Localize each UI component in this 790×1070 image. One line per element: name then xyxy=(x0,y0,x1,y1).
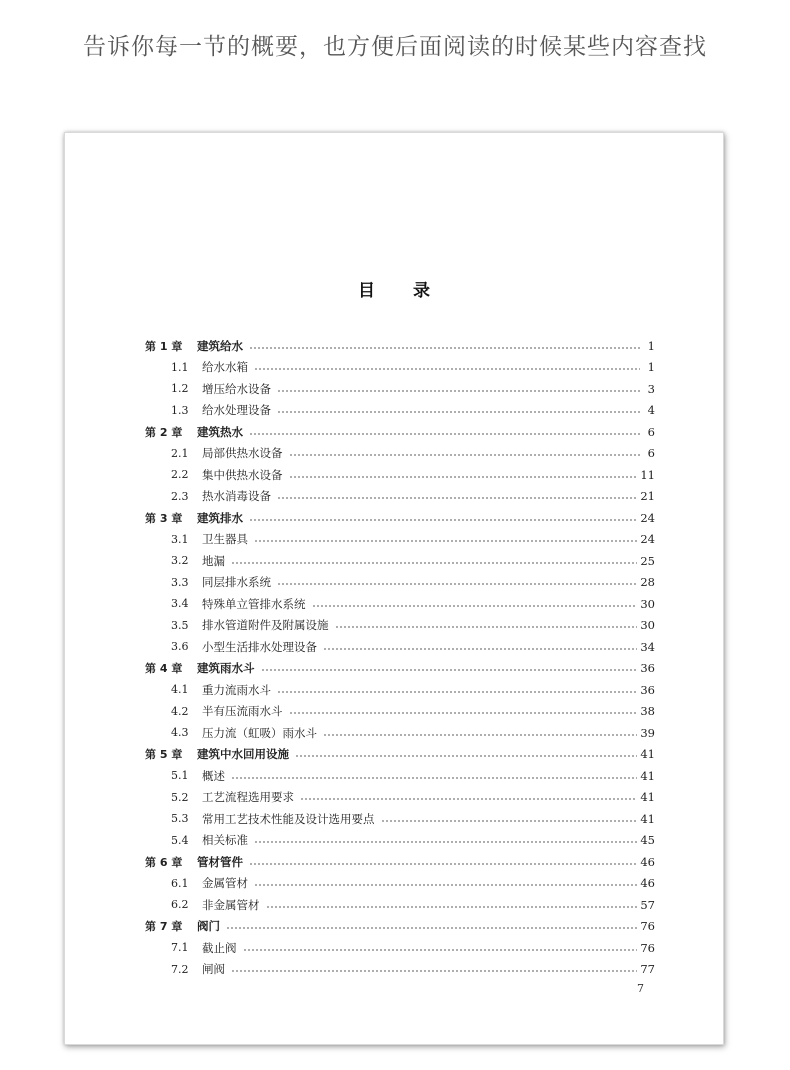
toc-entry-number: 第 4 章 xyxy=(145,662,183,676)
toc-entry-title: 截止阀 xyxy=(202,940,237,955)
toc-entry-number: 3.2 xyxy=(171,554,189,568)
toc-entry-page: 46 xyxy=(640,854,655,869)
dot-leader xyxy=(249,863,637,865)
document-page xyxy=(64,132,724,1045)
toc-entry-page: 36 xyxy=(640,661,655,676)
toc-entry-title: 地漏 xyxy=(202,553,225,568)
toc-entry-page: 6 xyxy=(647,424,655,439)
toc-section-row[interactable] xyxy=(145,593,655,615)
toc-entry-title: 概述 xyxy=(202,768,225,783)
toc-entry-title: 非金属管材 xyxy=(202,897,260,912)
toc-entry-page: 24 xyxy=(640,510,655,525)
dot-leader xyxy=(254,841,637,843)
toc-section-row[interactable] xyxy=(145,701,655,723)
toc-entry-page: 34 xyxy=(640,639,655,654)
toc-section-row[interactable] xyxy=(145,959,655,981)
toc-entry-title: 热水消毒设备 xyxy=(202,489,271,504)
toc-entry-page: 21 xyxy=(640,489,655,504)
dot-leader xyxy=(300,798,637,800)
toc-entry-page: 57 xyxy=(640,897,655,912)
dot-leader xyxy=(381,820,638,822)
dot-leader xyxy=(289,712,638,714)
toc-entry-page: 41 xyxy=(640,790,655,805)
toc-entry-title: 压力流（虹吸）雨水斗 xyxy=(202,725,317,740)
toc-chapter-row[interactable] xyxy=(145,851,655,873)
dot-leader xyxy=(249,433,640,435)
dot-leader xyxy=(231,777,637,779)
toc-entry-title: 半有压流雨水斗 xyxy=(202,704,283,719)
toc-section-row[interactable] xyxy=(145,765,655,787)
toc-entry-number: 5.2 xyxy=(171,790,189,804)
toc-entry-page: 6 xyxy=(647,446,655,461)
page-number: 7 xyxy=(637,982,644,995)
toc-entry-number: 3.6 xyxy=(171,640,189,654)
toc-entry-title: 给水水箱 xyxy=(202,360,248,375)
dot-leader xyxy=(277,583,637,585)
dot-leader xyxy=(277,497,637,499)
toc-entry-title: 管材管件 xyxy=(197,854,243,869)
toc-entry-title: 增压给水设备 xyxy=(202,381,271,396)
toc-section-row[interactable] xyxy=(145,937,655,959)
toc-entry-page: 28 xyxy=(640,575,655,590)
toc-entry-number: 第 1 章 xyxy=(145,339,183,353)
toc-section-row[interactable] xyxy=(145,873,655,895)
toc-entry-title: 建筑热水 xyxy=(197,424,243,439)
dot-leader xyxy=(312,605,638,607)
toc-chapter-row[interactable] xyxy=(145,421,655,443)
table-of-contents xyxy=(145,335,655,980)
toc-section-row[interactable] xyxy=(145,722,655,744)
toc-section-row[interactable] xyxy=(145,787,655,809)
dot-leader xyxy=(323,734,637,736)
toc-entry-page: 1 xyxy=(647,338,655,353)
dot-leader xyxy=(335,626,638,628)
toc-section-row[interactable] xyxy=(145,357,655,379)
toc-section-row[interactable] xyxy=(145,679,655,701)
toc-section-row[interactable] xyxy=(145,486,655,508)
toc-entry-number: 6.1 xyxy=(171,876,189,890)
toc-entry-title: 相关标准 xyxy=(202,833,248,848)
dot-leader xyxy=(289,454,641,456)
toc-section-row[interactable] xyxy=(145,529,655,551)
toc-entry-page: 76 xyxy=(640,940,655,955)
toc-entry-page: 1 xyxy=(647,360,655,375)
toc-entry-number: 第 5 章 xyxy=(145,748,183,762)
toc-entry-page: 41 xyxy=(640,768,655,783)
toc-entry-number: 第 2 章 xyxy=(145,425,183,439)
toc-entry-page: 4 xyxy=(647,403,655,418)
toc-entry-number: 第 6 章 xyxy=(145,855,183,869)
toc-entry-title: 给水处理设备 xyxy=(202,403,271,418)
toc-entry-title: 建筑中水回用设施 xyxy=(197,747,289,762)
toc-section-row[interactable] xyxy=(145,572,655,594)
dot-leader xyxy=(323,648,637,650)
toc-entry-title: 工艺流程选用要求 xyxy=(202,790,294,805)
toc-entry-page: 76 xyxy=(640,919,655,934)
toc-entry-title: 常用工艺技术性能及设计选用要点 xyxy=(202,811,375,826)
toc-chapter-row[interactable] xyxy=(145,335,655,357)
toc-section-row[interactable] xyxy=(145,830,655,852)
toc-entry-title: 集中供热水设备 xyxy=(202,467,283,482)
toc-entry-number: 3.1 xyxy=(171,532,189,546)
toc-entry-page: 41 xyxy=(640,811,655,826)
caption-text: 告诉你每一节的概要，也方便后面阅读的时候某些内容查找 xyxy=(83,34,707,60)
dot-leader xyxy=(266,906,638,908)
toc-chapter-row[interactable] xyxy=(145,658,655,680)
toc-entry-page: 30 xyxy=(640,618,655,633)
toc-entry-page: 11 xyxy=(640,467,655,482)
dot-leader xyxy=(261,669,638,671)
toc-entry-page: 39 xyxy=(640,725,655,740)
dot-leader xyxy=(243,949,638,951)
toc-entry-title: 特殊单立管排水系统 xyxy=(202,596,306,611)
toc-section-row[interactable] xyxy=(145,615,655,637)
toc-entry-page: 45 xyxy=(640,833,655,848)
toc-entry-title: 排水管道附件及附属设施 xyxy=(202,618,329,633)
toc-entry-number: 1.1 xyxy=(171,360,189,374)
toc-entry-page: 24 xyxy=(640,532,655,547)
toc-chapter-row[interactable] xyxy=(145,507,655,529)
dot-leader xyxy=(277,390,640,392)
toc-entry-number: 2.3 xyxy=(171,489,189,503)
toc-entry-page: 25 xyxy=(640,553,655,568)
toc-entry-title: 建筑雨水斗 xyxy=(197,661,255,676)
dot-leader xyxy=(226,927,637,929)
toc-entry-title: 重力流雨水斗 xyxy=(202,682,271,697)
toc-entry-number: 7.2 xyxy=(171,962,189,976)
dot-leader xyxy=(295,755,637,757)
dot-leader xyxy=(254,884,637,886)
toc-entry-page: 36 xyxy=(640,682,655,697)
toc-entry-number: 5.4 xyxy=(171,833,189,847)
toc-entry-number: 第 3 章 xyxy=(145,511,183,525)
toc-entry-page: 30 xyxy=(640,596,655,611)
toc-entry-number: 3.3 xyxy=(171,575,189,589)
toc-entry-page: 41 xyxy=(640,747,655,762)
toc-entry-title: 建筑给水 xyxy=(197,338,243,353)
toc-entry-title: 金属管材 xyxy=(202,876,248,891)
toc-section-row[interactable] xyxy=(145,894,655,916)
toc-entry-page: 46 xyxy=(640,876,655,891)
toc-entry-number: 6.2 xyxy=(171,898,189,912)
toc-entry-number: 1.3 xyxy=(171,403,189,417)
dot-leader xyxy=(249,519,637,521)
toc-entry-number: 7.1 xyxy=(171,941,189,955)
toc-section-row[interactable] xyxy=(145,378,655,400)
toc-entry-number: 4.3 xyxy=(171,726,189,740)
dot-leader xyxy=(254,540,637,542)
toc-entry-number: 第 7 章 xyxy=(145,920,183,934)
toc-entry-number: 2.2 xyxy=(171,468,189,482)
toc-entry-page: 38 xyxy=(640,704,655,719)
toc-entry-number: 3.5 xyxy=(171,618,189,632)
toc-entry-number: 4.2 xyxy=(171,704,189,718)
toc-section-row[interactable] xyxy=(145,808,655,830)
dot-leader xyxy=(277,691,637,693)
dot-leader xyxy=(254,368,640,370)
dot-leader xyxy=(231,970,637,972)
toc-chapter-row[interactable] xyxy=(145,916,655,938)
toc-section-row[interactable] xyxy=(145,443,655,465)
toc-entry-number: 3.4 xyxy=(171,597,189,611)
toc-entry-title: 阀门 xyxy=(197,919,220,934)
toc-entry-page: 3 xyxy=(647,381,655,396)
toc-section-row[interactable] xyxy=(145,464,655,486)
dot-leader xyxy=(231,562,637,564)
toc-entry-title: 建筑排水 xyxy=(197,510,243,525)
toc-entry-title: 卫生器具 xyxy=(202,532,248,547)
toc-section-row[interactable] xyxy=(145,400,655,422)
toc-entry-title: 闸阀 xyxy=(202,962,225,977)
toc-chapter-row[interactable] xyxy=(145,744,655,766)
dot-leader xyxy=(289,476,638,478)
toc-entry-number: 4.1 xyxy=(171,683,189,697)
toc-section-row[interactable] xyxy=(145,550,655,572)
toc-entry-number: 1.2 xyxy=(171,382,189,396)
dot-leader xyxy=(277,411,640,413)
toc-entry-number: 5.3 xyxy=(171,812,189,826)
toc-entry-title: 局部供热水设备 xyxy=(202,446,283,461)
toc-entry-page: 77 xyxy=(640,962,655,977)
toc-entry-number: 2.1 xyxy=(171,446,189,460)
toc-entry-title: 小型生活排水处理设备 xyxy=(202,639,317,654)
toc-title: 目录 xyxy=(358,281,468,301)
dot-leader xyxy=(249,347,640,349)
toc-section-row[interactable] xyxy=(145,636,655,658)
toc-entry-title: 同层排水系统 xyxy=(202,575,271,590)
toc-entry-number: 5.1 xyxy=(171,769,189,783)
